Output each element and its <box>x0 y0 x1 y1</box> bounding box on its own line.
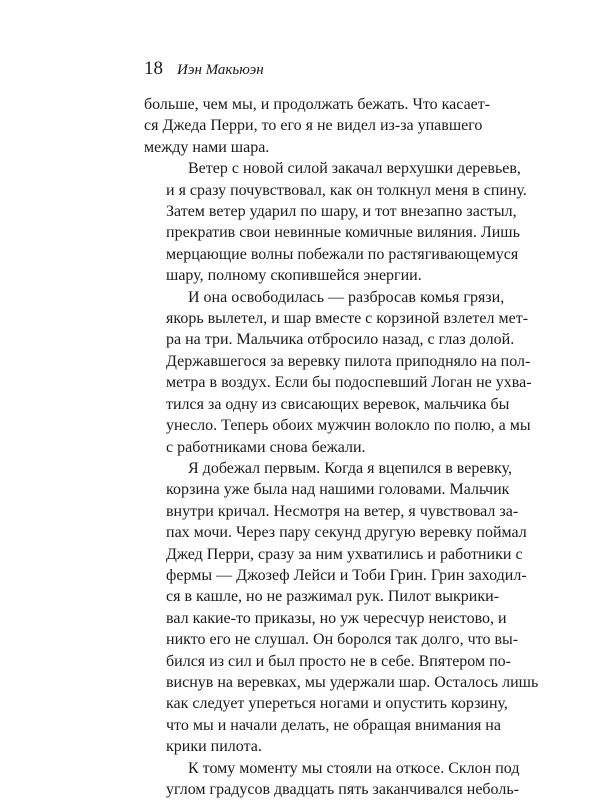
text-line: как следует упереться ногами и опустить корзину, <box>166 695 508 713</box>
text-line: что мы и начали делать, не обращая внимания на <box>166 716 501 734</box>
text-line: прекратив свои невинные комичные виляния. Лишь <box>166 224 520 242</box>
paragraph <box>144 458 539 758</box>
paragraph <box>144 94 491 158</box>
text-line: углом градусов двадцать пять заканчивался неболь- <box>166 781 519 798</box>
running-title: Иэн Макьюэн <box>177 62 264 78</box>
text-line: вал какие-то приказы, но уж чересчур неистово, и <box>166 609 507 627</box>
text-line: мерцающие волны побежали по растягивающемуся <box>166 245 519 263</box>
text-line: ся в кашле, но не разжимал рук. Пилот выкрики- <box>166 588 500 606</box>
text-line: фермы — Джозеф Лейси и Тоби Грин. Грин заходил- <box>166 566 527 584</box>
text-line: Я добежал первым. Когда я вцепился в веревку, <box>188 459 512 477</box>
text-line: крики пилота. <box>166 738 262 756</box>
paragraph <box>144 758 520 800</box>
text-line: шару, полному скопившейся энергии. <box>166 267 422 285</box>
text-line: унесло. Теперь обоих мужчин волокло по полю, а мы <box>166 417 531 435</box>
text-line: ся Джеда Перри, то его я не видел из-за упавшего <box>144 117 483 135</box>
paragraph <box>144 287 532 458</box>
page-header <box>144 58 264 82</box>
text-line: больше, чем мы, и продолжать бежать. Что касает- <box>144 96 491 113</box>
text-line: между нами шара. <box>144 138 270 156</box>
text-line: с работниками снова бежали. <box>166 438 366 456</box>
text-line: И она освободилась — разбросав комья грязи, <box>188 288 505 306</box>
text-line: якорь вылетел, и шар вместе с корзиной взлетел мет- <box>166 310 529 328</box>
text-line: виснув на веревках, мы удержали шар. Осталось лишь <box>166 673 539 691</box>
text-line: Джед Перри, сразу за ним ухватились и работники с <box>166 545 523 563</box>
text-line: и я сразу почувствовал, как он толкнул меня в спину. <box>166 181 527 199</box>
text-line: Ветер с новой силой закачал верхушки деревьев, <box>188 160 521 178</box>
text-line: внутри кричал. Несмотря на ветер, я чувствовал за- <box>166 502 519 520</box>
text-line: никто его не слушал. Он боролся так долго, что вы- <box>166 631 519 649</box>
text-line: метра в воздух. Если бы подоспевший Логан не ухва- <box>166 374 532 392</box>
page-number: 18 <box>144 58 163 79</box>
text-line: пах мочи. Через пару секунд другую веревку поймал <box>166 524 527 542</box>
text-line: ра на три. Мальчика отбросило назад, с глаз долой. <box>166 331 515 349</box>
text-line: тился за одну из свисающих веревок, мальчика бы <box>166 395 510 413</box>
paragraph <box>144 158 527 286</box>
text-line: корзина уже была над нашими головами. Мальчик <box>166 481 510 499</box>
text-line: бился из сил и был просто не в себе. Впятером по- <box>166 652 512 670</box>
text-line: Затем ветер ударил по шару, и тот внезапно застыл, <box>166 203 517 221</box>
body-text <box>144 94 539 800</box>
text-line: Державшегося за веревку пилота приподняло на пол- <box>166 352 531 370</box>
text-line: К тому моменту мы стояли на откосе. Склон под <box>188 759 520 777</box>
